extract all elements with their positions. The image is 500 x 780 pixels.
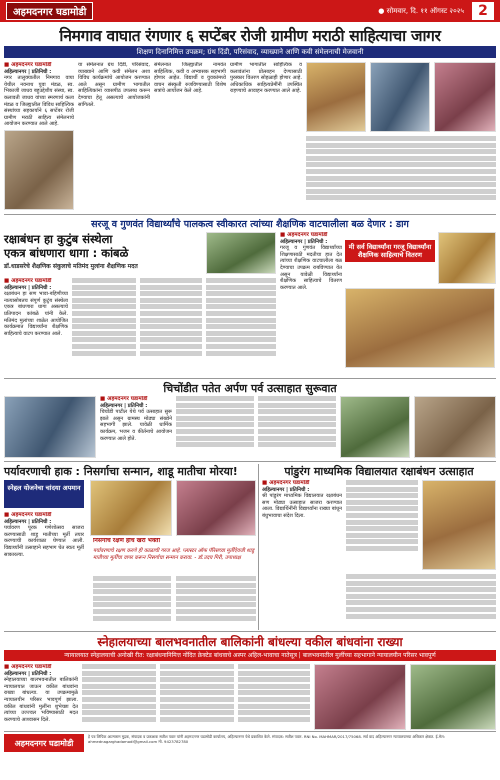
story4-text-lines-a	[176, 396, 254, 447]
masthead-date: ● सोमवार, दि. ११ ऑगस्ट २०२५	[378, 6, 464, 15]
divider	[4, 378, 496, 379]
story3-text-lines-a	[72, 278, 136, 356]
story1-col2	[78, 62, 150, 212]
story2-headline: सरजू व गुणवंत विद्यार्थ्यांचे पालकत्व स्वीकारत त्यांच्या शैक्षणिक वाटचालीला बळ देणार : डाग	[91, 219, 409, 230]
story5-text-lines-b	[176, 576, 256, 621]
story7-subhead: न्यायालयात स्नेहालयाची अनोखी रीत: रक्षाबंधनानिमित्त नोंदित क्रेक्टेड बांधवाचे अस्पर अहिल-भावाचा नातेसूत्र | बालभवनातील मुलींच्या सहभागाने न्यायालयीन परिसर भावपूर्ण	[4, 650, 496, 661]
story5-location: अहिल्यानगर | प्रतिनिधी :	[4, 518, 52, 525]
story1-photo-1	[306, 62, 366, 132]
divider	[4, 731, 496, 732]
divider	[4, 631, 496, 632]
story1-col5	[306, 136, 496, 212]
story6-photo-1	[422, 480, 496, 570]
story6-col1	[262, 480, 342, 630]
story3-location: अहिल्यानगर | प्रतिनिधी :	[4, 284, 52, 291]
story6-text-lines-b	[346, 574, 496, 619]
story1-subhead: शिक्षण दिनानिमित्त उपक्रम; ग्रंथ दिंडी, परिसंवाद, व्याख्याने आणि कवी संमेलनाची मेजवानी	[4, 46, 496, 58]
story1-body-c: संमेलनात जिल्ह्यातील नामवंत साहित्यिक, कवी व अभ्यासक सहभागी होणार आहेत. विद्यार्थी व युवकांमध्ये वाचन संस्कृती रुजविण्यासाठी विशेष सत्रांचे आयोजन केले आहे.	[154, 62, 226, 95]
story3-headline-1: रक्षाबंधन हा कुटुंब संस्थेला	[4, 232, 113, 246]
story2-callout: मी सर्व विद्यार्थ्यांना गरजू विद्यार्थ्यांना शैक्षणिक साहित्याचे वितरण	[345, 240, 435, 262]
story6-location: अहिल्यानगर | प्रतिनिधी :	[262, 486, 310, 493]
story4-headline: चिचोंडीत पतेत अर्पण पर्व उत्साहात सुरूवात	[163, 382, 337, 395]
story4-col1	[100, 396, 172, 458]
story5-byline: ■ अहमदनगर घडामोडी	[4, 512, 52, 518]
story6-text-lines-a	[346, 480, 418, 551]
story3-subhead: डॉ.धाडसरेचे शैक्षणिक संकुलाचे मतिमंद मुलांना शैक्षणिक मदत	[4, 263, 138, 270]
story5-quote: पर्यावरणाचे रक्षण करणे ही काळाची गरज आहे. प्लास्टर ऑफ पॅरिसच्या मूर्तींऐवजी शाडू मातीच्या मूर्तींचा वापर करून निसर्गाचा सन्मान करावा. - डॉ.उदय गिरी, उपाध्यक्ष	[93, 548, 255, 561]
story6-byline: ■ अहमदनगर घडामोडी	[262, 480, 310, 486]
story4-photo-2	[340, 396, 410, 458]
story1-headline: निमगाव वाघात रंगणार ६ सप्टेंबर रोजी ग्रामीण मराठी साहित्याचा जागर	[59, 27, 441, 45]
story3-col1	[4, 278, 68, 376]
story1-col4	[230, 62, 302, 212]
story1-photo-3	[434, 62, 496, 132]
story5-photo-1	[90, 480, 172, 536]
story7-headline: स्नेहालयाच्या बालभवनातील बालिकांनी बांधल्या वकील बांधवांना राख्या	[97, 635, 403, 649]
footer-brand: अहमदनगर घडामोडी	[4, 734, 84, 752]
story3-header	[4, 232, 204, 272]
story2-location: अहिल्यानगर | प्रतिनिधी :	[280, 238, 328, 245]
story4-text-lines-b	[258, 396, 336, 447]
story1-location: अहिल्यानगर | प्रतिनिधी :	[4, 68, 52, 75]
divider	[258, 464, 259, 630]
story6-col3	[346, 574, 496, 630]
story2-col1	[280, 232, 342, 372]
story3-col3	[140, 278, 202, 376]
story7-photo-2	[410, 664, 496, 730]
story4-col3	[258, 396, 336, 458]
story5-headline: पर्यावरणाची हाक : निसर्गाचा सन्मान, शाडू मातीचा मोरया!	[4, 465, 238, 478]
story5-callout: स्नेहल योजनेचा चांदया अपमान	[4, 480, 84, 508]
story5-col2	[93, 576, 171, 630]
story5-body: पर्यावरण पूरक गणेशोत्सव साजरा करण्यासाठी शाडू मातीच्या मूर्ती तयार करण्याची कार्यशाळा घेण्यात आली. विद्यार्थ्यांनी उत्साहाने सहभाग घेत स्वतः मूर्ती साकारल्या.	[4, 525, 84, 558]
story3-col4	[206, 278, 276, 376]
story7-col1	[4, 664, 78, 730]
story1-text-lines	[306, 136, 496, 200]
story5-text-lines-a	[93, 576, 171, 621]
story1-body-a: नगर तालुक्यातील निमगाव वाघा येथील नवनाथ युवा मंडळ, स्व. भिकाजी जाधव बहुउद्देशीय संस्था, स्व. कलावती जाधव यांच्या स्मरणार्थ कला मंडळ व जिल्ह्यातील विविध साहित्यिक संस्थांच्या सहकार्याने ६ सप्टेंबर रोजी ग्रामीण मराठी साहित्य संमेलनाचे आयोजन करण्यात आले आहे.	[4, 75, 74, 128]
story3-body: रक्षाबंधन हा सण भावा-बहिणीच्या नात्यासोबतच संपूर्ण कुटुंब संस्थेला एकत्र बांधणारा धागा असल्याचे प्रतिपादन कांबळे यांनी केले. मतिमंद मुलांच्या शाळेत आयोजित कार्यक्रमात विद्यार्थ्यांना शैक्षणिक साहित्याचे वाटप करण्यात आले.	[4, 291, 68, 337]
story7-text-lines-c	[238, 664, 310, 722]
story7-col4	[238, 664, 310, 730]
story7-photo-1	[314, 664, 406, 730]
story1-col3	[154, 62, 226, 212]
story4-location: अहिल्यानगर | प्रतिनिधी :	[100, 402, 148, 409]
story7-location: अहिल्यानगर | प्रतिनिधी :	[4, 670, 52, 677]
divider	[4, 461, 496, 462]
story1-body-d: ग्रामीण भागातील साहित्यिक व कलावंतांना प्रोत्साहन देण्यासाठी पुरस्कार वितरण सोहळाही होणार आहे. अधिकाधिक साहित्यप्रेमींनी उपस्थित राहण्याचे आवाहन करण्यात आले आहे.	[230, 62, 302, 95]
story5-col3	[176, 576, 256, 630]
story6-headline: पांडुरंग माध्यमिक विद्यालयात रक्षाबंधन उत्साहात	[284, 465, 474, 478]
masthead	[0, 0, 500, 22]
story7-byline: ■ अहमदनगर घडामोडी	[4, 664, 52, 670]
story6-col2	[346, 480, 418, 570]
story2-byline: ■ अहमदनगर घडामोडी	[280, 232, 328, 238]
story1-photo-left	[4, 130, 74, 210]
story6-body: श्री पांडुरंग माध्यमिक विद्यालयात रक्षाबंधन सण मोठ्या उत्साहात साजरा करण्यात आला. विद्यार्थिनींनी विद्यार्थ्यांना राख्या बांधून बंधुभावाचा संदेश दिला.	[262, 493, 342, 519]
divider	[4, 214, 496, 215]
masthead-brand: अहमदनगर घडामोडी	[6, 2, 93, 20]
story7-body: स्नेहालयाच्या बालभवनातील बालिकांनी न्यायालयात जाऊन वकील बांधवांना राख्या बांधल्या. या उपक्रमामुळे न्यायालयीन परिसर भावपूर्ण झाला. वकील बांधवांनी मुलींना शुभेच्छा देत त्यांच्या उज्ज्वल भविष्यासाठी मदत करण्याचे आश्वासन दिले.	[4, 677, 78, 723]
story4-byline: ■ अहमदनगर घडामोडी	[100, 396, 148, 402]
story5-sub-headline: निसर्गाचे रक्षण हीच खरी भक्ती	[93, 538, 161, 544]
story4-col2	[176, 396, 254, 458]
story2-photo-2	[438, 232, 496, 284]
story7-text-lines-b	[160, 664, 234, 722]
story1-photo-2	[370, 62, 430, 132]
footer-imprint: हे पत्र लिपिक आत्माराम मुद्रक, संपादक व प्रकाशक सतीश पवार यांनी अहमदनगर घडामोडी कार्यालय, अहिल्यानगर येथे प्रकाशित केले. संपादक: सतीश पवार. RNI No. MAHMAR/2017/75068. सर्व वाद अहिल्यानगर न्यायालयाच्या अधिकार क्षेत्रात. ई-मेल: ahmednagarghadamodi@gmail.com मो. 9423782780	[88, 734, 445, 744]
story2-photo-1	[206, 232, 276, 274]
story5-col1	[4, 512, 84, 630]
story7-col2	[82, 664, 156, 730]
story3-text-lines-c	[206, 278, 276, 356]
story3-text-lines-b	[140, 278, 202, 356]
story3-headline-2: एकत्र बांधणारा धागा : कांबळे	[4, 246, 129, 260]
page-number: 2	[472, 2, 494, 20]
story3-col2	[72, 278, 136, 376]
story7-col3	[160, 664, 234, 730]
story3-byline: ■ अहमदनगर घडामोडी	[4, 278, 52, 284]
story4-body: चिचोंडी पाटील येथे पर्व उत्साहात सुरू झाले असून ग्रामस्थ मोठ्या संख्येने सहभागी झाले. यावेळी धार्मिक कार्यक्रम, भजन व कीर्तनाचे आयोजन करण्यात आले होते.	[100, 409, 172, 442]
story1-byline: ■ अहमदनगर घडामोडी	[4, 62, 52, 68]
story2-body: गरजू व गुणवंत विद्यार्थ्यांच्या शिक्षणासाठी मदतीचा हात देत त्यांच्या शैक्षणिक वाटचालीला बळ देण्याचा उपक्रम राबविण्यात येत असून यावेळी विद्यार्थ्यांना शैक्षणिक साहित्याचे वितरण करण्यात आले.	[280, 245, 342, 291]
story2-photo-3	[345, 288, 495, 368]
story5-photo-2	[176, 480, 256, 536]
story7-text-lines-a	[82, 664, 156, 722]
story4-photo-1	[4, 396, 96, 458]
story1-body-b: या संमेलनात ग्रंथ दिंडी, परिसंवाद, व्याख्याने आणि कवी संमेलन अशा विविध कार्यक्रमांचे आयोजन करण्यात आले असून ग्रामीण भागातील साहित्यिकांना व्यासपीठ उपलब्ध करून देण्याचा हेतू असल्याचे आयोजकांनी सांगितले.	[78, 62, 150, 108]
story4-photo-3	[414, 396, 496, 458]
